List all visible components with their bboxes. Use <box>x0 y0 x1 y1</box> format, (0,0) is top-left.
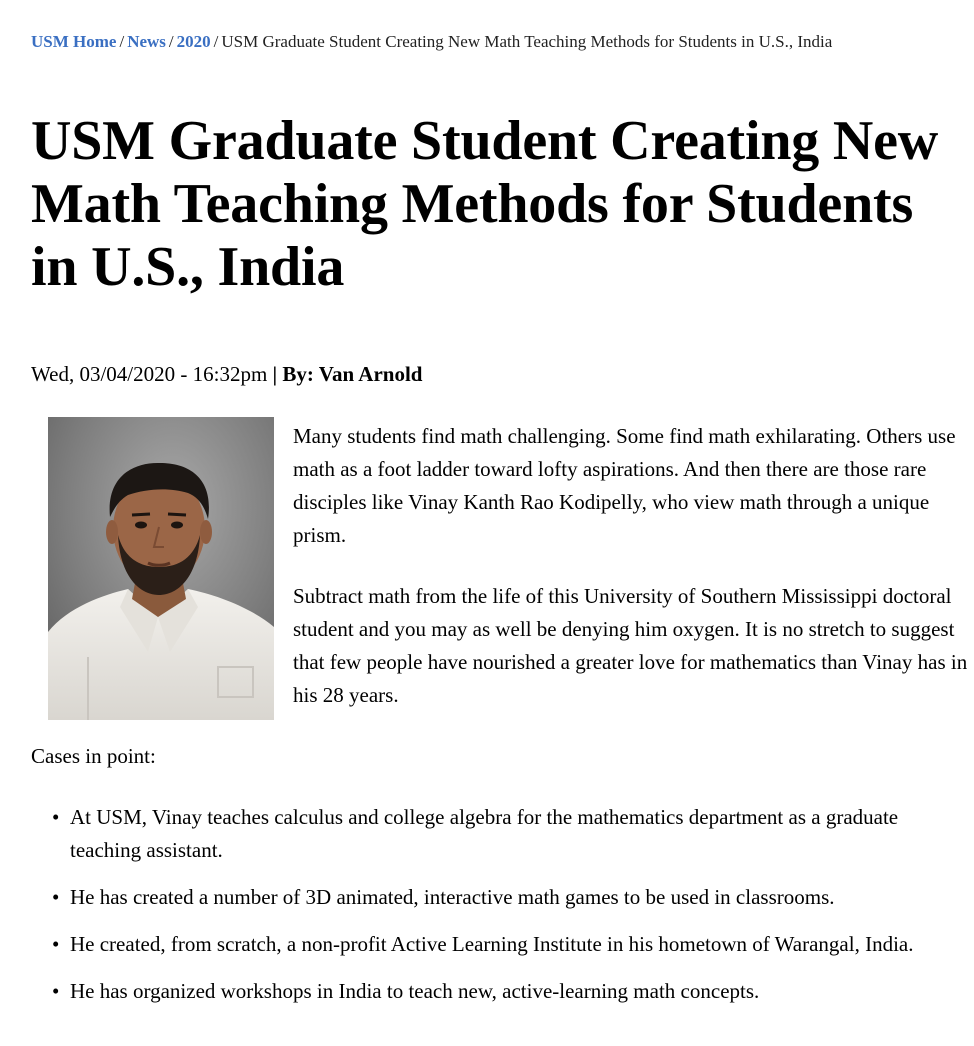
breadcrumb <box>31 30 832 54</box>
cases-list <box>31 801 966 1022</box>
breadcrumb-separator: / <box>119 32 125 51</box>
breadcrumb-link-usm-home[interactable]: USM Home <box>31 32 117 51</box>
bullet-icon: • <box>52 979 60 1003</box>
article-meta <box>31 360 422 388</box>
list-item-text: He has created a number of 3D animated, interactive math games to be used in classrooms. <box>70 885 835 909</box>
article-intro <box>293 420 974 740</box>
list-item <box>31 928 966 961</box>
article-byline: By: Van Arnold <box>282 362 423 386</box>
bullet-icon: • <box>52 885 60 909</box>
article-paragraph: Many students find math challenging. Some find math exhilarating. Others use math as a foot ladder toward lofty aspirations. And then there are those rare disciples like Vinay Kanth Rao Kodipelly, who view math through a unique prism. <box>293 424 956 547</box>
list-item <box>31 881 966 914</box>
breadcrumb-current: USM Graduate Student Creating New Math Teaching Methods for Students in U.S., India <box>221 32 833 51</box>
portrait-image <box>48 417 274 720</box>
breadcrumb-link-news[interactable]: News <box>127 32 166 51</box>
list-item <box>31 801 966 867</box>
breadcrumb-separator: / <box>213 32 219 51</box>
list-item-text: At USM, Vinay teaches calculus and college algebra for the mathematics department as a graduate teaching assistant. <box>70 805 899 862</box>
cases-intro: Cases in point: <box>31 744 156 768</box>
breadcrumb-link-2020[interactable]: 2020 <box>176 32 211 51</box>
article-title: USM Graduate Student Creating New Math Teaching Methods for Students in U.S., India <box>31 110 939 298</box>
bullet-icon: • <box>52 932 60 956</box>
list-item <box>31 975 966 1008</box>
meta-separator: | <box>272 362 278 386</box>
breadcrumb-separator: / <box>168 32 174 51</box>
article-date: Wed, 03/04/2020 - 16:32pm <box>31 362 268 386</box>
bullet-icon: • <box>52 805 60 829</box>
list-item-text: He created, from scratch, a non-profit Active Learning Institute in his hometown of Warangal, India. <box>70 932 914 956</box>
article-paragraph: Subtract math from the life of this University of Southern Mississippi doctoral student and you may as well be denying him oxygen. It is no stretch to suggest that few people have nourished a greater love for mathematics than Vinay has in his 28 years. <box>293 584 968 707</box>
list-item-text: He has organized workshops in India to teach new, active-learning math concepts. <box>70 979 760 1003</box>
author-photo <box>48 417 274 720</box>
